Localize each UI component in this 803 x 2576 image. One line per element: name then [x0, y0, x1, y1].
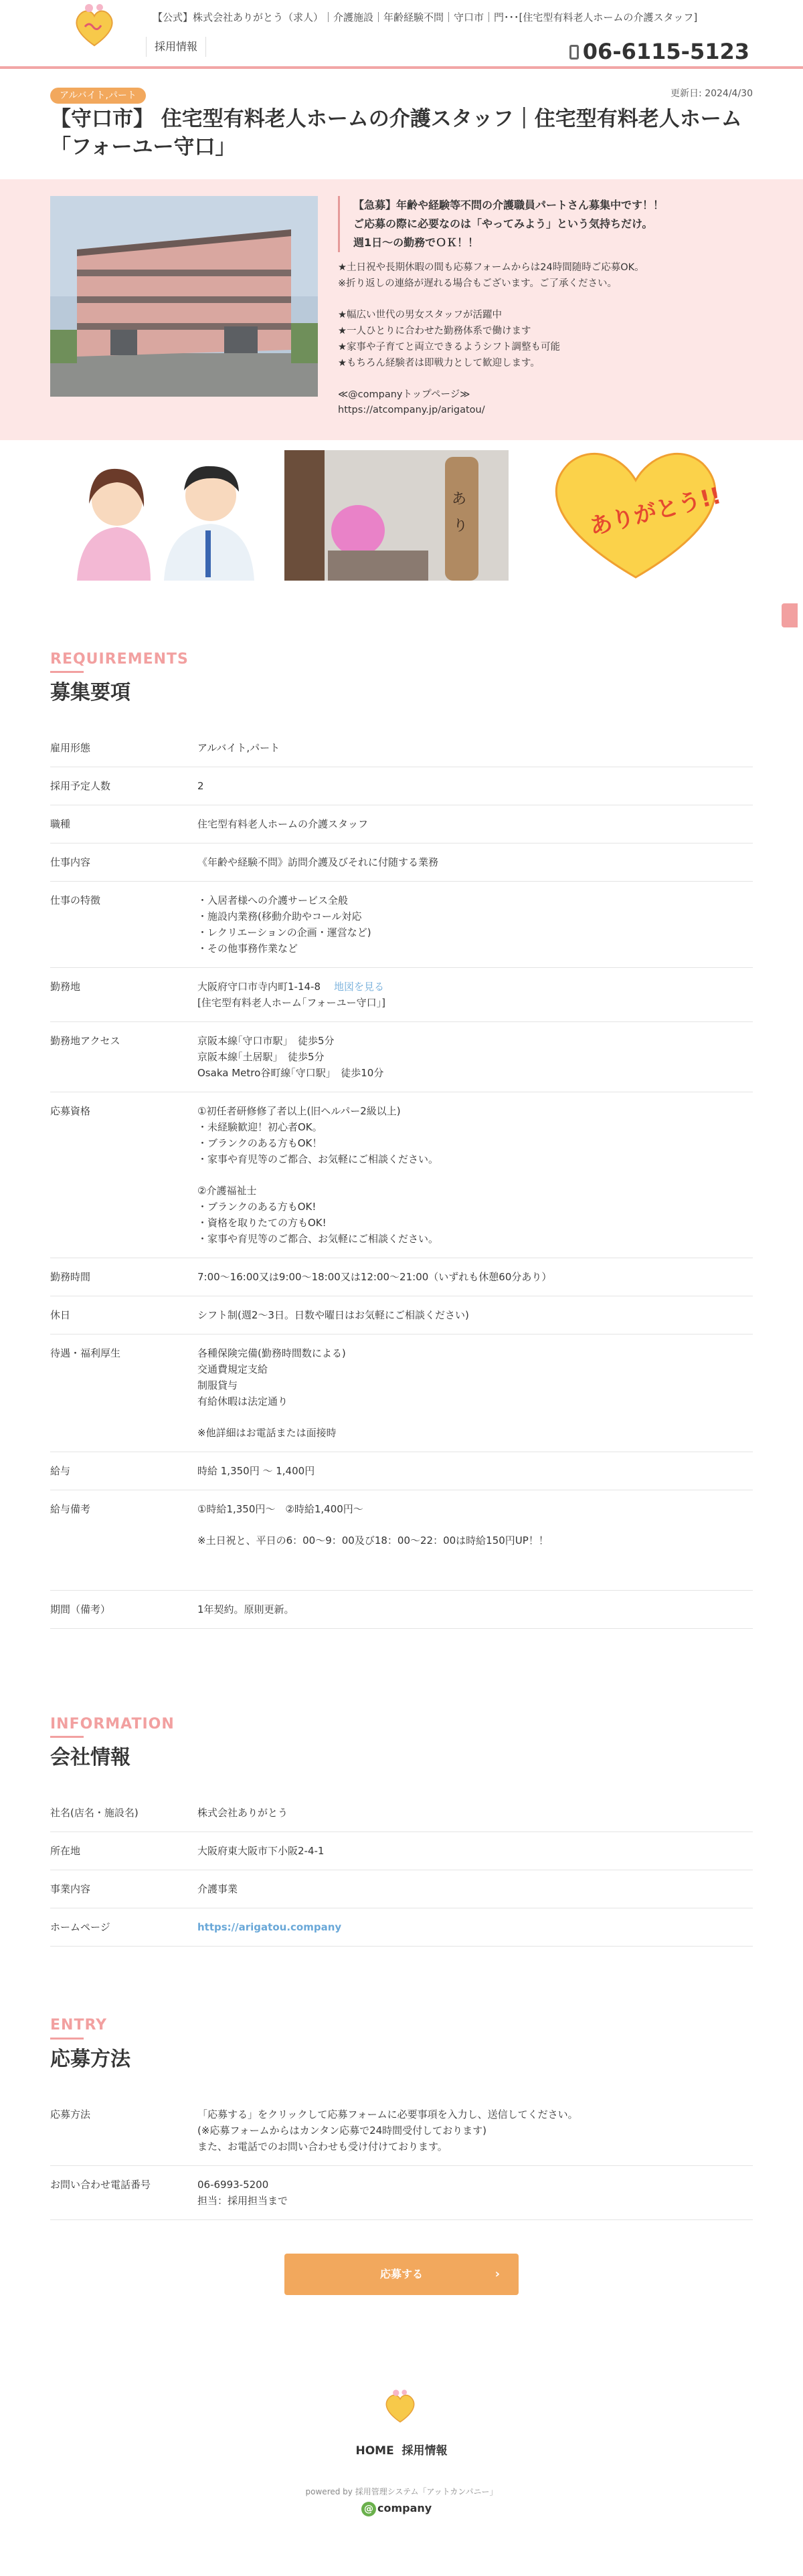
row-value [197, 854, 753, 870]
section-label: ENTRY [50, 2017, 108, 2034]
intro-lead-line: 週1日〜の勤務でＯＫ！！ [353, 236, 479, 249]
table-row [50, 968, 753, 1022]
row-label: 仕事の特徴 [50, 894, 101, 907]
row-value-line: 有給休暇は法定通り [197, 1395, 288, 1408]
table-row [50, 1908, 753, 1947]
row-value-line: Osaka Metro谷町線｢守口駅｣ 徒歩10分 [197, 1067, 384, 1080]
intro-url[interactable]: https://atcompany.jp/arigatou/ [338, 405, 485, 416]
row-value-line [197, 1167, 753, 1183]
row-value [197, 1919, 753, 1935]
intro-line: ≪@companyトップページ≫ [338, 389, 470, 400]
table-row [50, 1296, 753, 1334]
row-value-line: 06-6993-5200 [197, 2178, 269, 2191]
intro-line [338, 372, 753, 387]
row-value [197, 979, 753, 1011]
svg-text:あ: あ [452, 491, 467, 508]
site-title[interactable]: 【公式】株式会社ありがとう（求人）｜介護施設｜年齢経験不問｜守口市｜門･･･[住宅型有料老人ホームの介護スタッフ] [153, 11, 698, 23]
row-value [197, 2177, 753, 2209]
row-value [197, 1501, 753, 1579]
section-underline [50, 1736, 84, 1738]
row-label: 給与備考 [50, 1503, 91, 1516]
table-row [50, 2166, 753, 2220]
row-value-line: 担当：採用担当まで [197, 2194, 288, 2207]
chevron-right-icon: › [495, 2266, 500, 2281]
table-row [50, 1832, 753, 1870]
row-value [197, 816, 753, 832]
row-value [197, 1881, 753, 1897]
job-title-area [0, 69, 803, 179]
row-value-line: 制服貸与 [197, 1379, 238, 1392]
row-value-line: ②介護福祉士 [197, 1185, 257, 1197]
row-value-line: ・未経験歓迎！初心者OK。 [197, 1121, 323, 1134]
row-value [197, 778, 753, 794]
intro-lead [338, 196, 753, 252]
table-row [50, 1870, 753, 1908]
intro-line: ※折り返しの連絡が遅れる場合もございます。ご了承ください。 [338, 278, 617, 289]
apply-button[interactable] [284, 2254, 519, 2295]
row-value-line: 介護事業 [197, 1883, 238, 1896]
intro-line [338, 292, 753, 308]
row-value [197, 892, 753, 957]
header-phone-number: 06-6115-5123 [582, 39, 749, 64]
row-label: 職種 [50, 818, 71, 831]
arigatou-heart-illustration [529, 450, 753, 581]
row-label: 勤務時間 [50, 1271, 91, 1284]
table-row [50, 844, 753, 882]
row-value-line: ・家事や育児等のご都合、お気軽にご相談ください。 [197, 1153, 439, 1166]
row-value [197, 1345, 753, 1441]
row-value [197, 1307, 753, 1323]
row-label: 給与 [50, 1465, 71, 1478]
row-label: 勤務地 [50, 981, 81, 993]
photo-gallery [0, 440, 803, 594]
row-value-line: また、お電話でのお問い合わせも受け付けております。 [197, 2140, 448, 2153]
row-label: 社名(店名・施設名) [50, 1807, 139, 1819]
section-heading: 会社情報 [50, 1746, 130, 1770]
row-value [197, 1601, 753, 1617]
row-value [197, 1033, 753, 1081]
row-value-line: 交通費規定支給 [197, 1363, 268, 1376]
row-value-line [197, 979, 753, 995]
row-label: 雇用形態 [50, 742, 91, 755]
entry-section [0, 2013, 803, 2294]
row-label: 期間（備考） [50, 1603, 111, 1616]
nav-recruit-info[interactable]: 採用情報 [146, 37, 206, 57]
section-heading: 募集要項 [50, 681, 130, 705]
row-value-line: 大阪府東大阪市下小阪2-4-1 [197, 1845, 325, 1858]
table-row [50, 1591, 753, 1629]
row-value [197, 740, 753, 756]
row-label: ホームページ [50, 1921, 110, 1934]
table-row [50, 1022, 753, 1092]
row-value-line: ①初任者研修修了者以上(旧ヘルパー2級以上) [197, 1105, 401, 1118]
row-label: 休日 [50, 1309, 71, 1322]
section-heading: 応募方法 [50, 2047, 130, 2071]
information-section [0, 1712, 803, 1947]
interior-photo [284, 450, 509, 581]
table-row [50, 1092, 753, 1258]
site-footer [0, 2375, 803, 2576]
atcompany-logo-text: company [377, 2501, 432, 2514]
row-value-line: 各種保険完備(勤務時間数による) [197, 1347, 346, 1360]
row-value-line: 京阪本線｢土居駅｣ 徒歩5分 [197, 1051, 325, 1064]
requirements-table [50, 729, 753, 1629]
row-value [197, 1103, 753, 1247]
row-value-line: 《年齢や経験不問》訪問介護及びそれに付随する業務 [197, 856, 439, 869]
row-value-line: (※応募フォームからはカンタン応募で24時間受付しております) [197, 2124, 487, 2137]
row-value-line: ・施設内業務(移動介助やコール対応 [197, 910, 362, 923]
table-row [50, 1452, 753, 1490]
intro-line: ★土日祝や長期休暇の間も応募フォームからは24時間随時ご応募OK。 [338, 262, 644, 273]
row-value-line: 時給 1,350円 〜 1,400円 [197, 1465, 315, 1478]
intro-lead-line: 【急募】年齢や経験等不問の介護職員パートさん募集中です！！ [353, 199, 664, 211]
table-row [50, 1490, 753, 1591]
table-row [50, 882, 753, 968]
row-value-line: 「応募する」をクリックして応募フォームに必要事項を入力し、送信してください。 [197, 2108, 578, 2120]
employment-type-badge: アルバイト,パート [50, 88, 146, 104]
intro-section [0, 179, 803, 440]
row-value-line: ・その他事務作業など [197, 943, 298, 955]
row-value-line: ・資格を取りたての方もOK! [197, 1217, 327, 1229]
intro-line: ★幅広い世代の男女スタッフが活躍中 [338, 309, 502, 320]
row-label: 採用予定人数 [50, 780, 111, 793]
row-value-line: ①時給1,350円〜 ②時給1,400円〜 [197, 1503, 363, 1516]
row-value-line: 株式会社ありがとう [197, 1807, 288, 1819]
row-value-line: 住宅型有料老人ホームの介護スタッフ [197, 818, 369, 831]
row-label: 勤務地アクセス [50, 1035, 120, 1048]
side-scroll-tab[interactable] [782, 603, 798, 627]
table-row [50, 1334, 753, 1452]
svg-text:り: り [453, 518, 468, 534]
intro-line: ★もちろん経験者は即戦力として歓迎します。 [338, 357, 540, 369]
homepage-link[interactable]: https://arigatou.company [197, 1921, 342, 1934]
section-label: INFORMATION [50, 1716, 175, 1733]
map-link[interactable]: 地図を見る [334, 981, 385, 993]
table-row [50, 1794, 753, 1832]
section-underline [50, 671, 84, 673]
row-label: 応募方法 [50, 2108, 91, 2120]
atcompany-logo[interactable] [361, 2500, 432, 2517]
table-row [50, 2096, 753, 2166]
building-photo [50, 196, 318, 397]
information-table [50, 1794, 753, 1947]
row-value-line [197, 1517, 753, 1532]
phone-icon [569, 45, 579, 60]
requirements-section [0, 648, 803, 1629]
entry-table [50, 2096, 753, 2220]
footer-logo[interactable] [381, 2389, 419, 2426]
row-value-line: 2 [197, 780, 204, 793]
row-value [197, 1269, 753, 1285]
row-value [197, 1843, 753, 1859]
row-label: 応募資格 [50, 1105, 91, 1118]
row-value [197, 1463, 753, 1479]
section-underline [50, 2038, 84, 2040]
row-value-line: ・レクリエーションの企画・運営など) [197, 926, 371, 939]
row-value [197, 1805, 753, 1821]
svg-text:ありがとう!!: ありがとう!! [586, 482, 724, 541]
table-row [50, 1258, 753, 1296]
intro-lead-line: ご応募の際に必要なのは「やってみよう」という気持ちだけ。 [353, 217, 653, 230]
intro-line: ★家事や子育てと両立できるようシフト調整も可能 [338, 341, 560, 353]
row-value-line: [住宅型有料老人ホーム｢フォーユー守口｣] [197, 997, 385, 1009]
row-value-line: 1年契約。原則更新。 [197, 1603, 294, 1616]
row-value-line: 京阪本線｢守口市駅｣ 徒歩5分 [197, 1035, 335, 1048]
updated-date: 更新日: 2024/4/30 [671, 88, 753, 99]
intro-text [338, 196, 753, 419]
brand-logo[interactable] [70, 3, 118, 51]
row-value-line [197, 1564, 753, 1579]
row-value-line: ・ブランクのある方もOK！ [197, 1137, 323, 1150]
intro-line: ★一人ひとりに合わせた勤務体系で働けます [338, 325, 531, 336]
site-header [0, 0, 803, 69]
row-value-line: ・入居者様への介護サービス全般 [197, 894, 349, 907]
row-value-line: ※土日祝と、平日の6：00〜9：00及び18：00〜22：00は時給150円UP！！ [197, 1534, 549, 1547]
at-mark-icon: @ [361, 2502, 376, 2516]
apply-button-label: 応募する [379, 2267, 423, 2280]
powered-by-text: powered by 採用管理システム「アットカンパニー」 [305, 2486, 498, 2496]
row-label: お問い合わせ電話番号 [50, 2178, 151, 2191]
section-label: REQUIREMENTS [50, 651, 189, 668]
row-label: 事業内容 [50, 1883, 91, 1896]
row-value-line: ・ブランクのある方もOK! [197, 1201, 317, 1213]
row-value-line [197, 1409, 753, 1425]
staff-illustration [50, 450, 274, 581]
row-value-line [197, 1549, 753, 1564]
row-value-line: シフト制(週2〜3日。日数や曜日はお気軽にご相談ください) [197, 1309, 469, 1322]
table-row [50, 805, 753, 844]
row-value-line: ※他詳細はお電話または面接時 [197, 1427, 337, 1440]
row-label: 待遇・福利厚生 [50, 1347, 121, 1360]
footer-nav[interactable]: HOME 採用情報 [355, 2444, 448, 2458]
row-label: 所在地 [50, 1845, 81, 1858]
table-row [50, 729, 753, 767]
header-phone[interactable] [569, 35, 749, 69]
row-value-line: アルバイト,パート [197, 742, 280, 755]
table-row [50, 767, 753, 805]
row-value-line: ・家事や育児等のご都合、お気軽にご相談ください。 [197, 1233, 439, 1246]
job-title: 【守口市】 住宅型有料老人ホームの介護スタッフ｜住宅型有料老人ホーム「フォーユー守口」 [50, 107, 742, 159]
row-value-text: 大阪府守口市寺内町1-14-8 [197, 981, 321, 993]
row-value [197, 2106, 753, 2155]
row-label: 仕事内容 [50, 856, 91, 869]
row-value-line: 7:00〜16:00又は9:00〜18:00又は12:00〜21:00（いずれも休憩60分あり） [197, 1271, 552, 1284]
